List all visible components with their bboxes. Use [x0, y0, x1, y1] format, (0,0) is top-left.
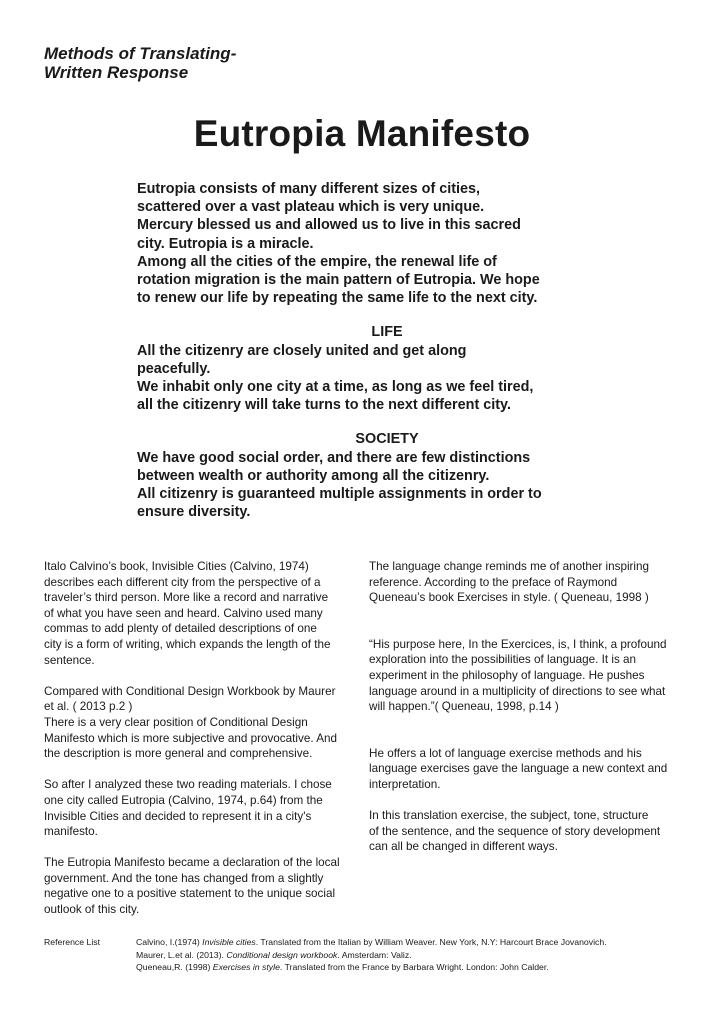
text-line: He offers a lot of language exercise methods and his: [369, 746, 642, 760]
right-paragraph: [369, 559, 689, 606]
life-line: All the citizenry are closely united and get along: [137, 342, 467, 359]
text-line: negative one to a positive statement to the unique social: [44, 887, 336, 901]
life-line: peacefully.: [137, 360, 211, 377]
text-line: experiment in the philosophy of language. He pushes: [369, 668, 645, 682]
text-line: In this translation exercise, the subject, tone, structure: [369, 809, 649, 823]
right-paragraph: [369, 746, 689, 793]
society-line: ensure diversity.: [137, 504, 251, 521]
text-line: language around in a multiplicity of directions to see what: [369, 684, 666, 698]
text-line: Queneau’s book Exercises in style. ( Queneau, 1998 ): [369, 591, 649, 605]
life-line: all the citizenry will take turns to the next different city.: [137, 397, 511, 414]
text-line: will happen.”( Queneau, 1998, p.14 ): [369, 700, 559, 714]
ref-text: . Translated from the Italian by William Weaver. New York, N.Y: Harcourt Brace Jovanovich.: [255, 937, 607, 947]
text-line: There is a very clear position of Conditional Design: [44, 715, 308, 729]
ref-text: . Amsterdam: Valiz.: [337, 949, 412, 960]
page-title: Eutropia Manifesto: [193, 113, 531, 154]
life-heading: LIFE: [371, 324, 403, 341]
text-line: of the sentence, and the sequence of story development: [369, 824, 661, 838]
society-line: between wealth or authority among all the citizenry.: [137, 467, 490, 484]
text-line: outlook of this city.: [44, 903, 140, 917]
manifesto-text: [137, 180, 637, 521]
text-line: traveler’s third person. More like a record and narrative: [44, 591, 329, 605]
life-section: [137, 342, 637, 415]
manifesto-intro: [137, 180, 637, 307]
course-title-line: Methods of Translating-: [44, 44, 237, 63]
reference-item: [136, 936, 696, 949]
left-column: [44, 559, 356, 918]
text-line: So after I analyzed these two reading materials. I chose: [44, 778, 332, 792]
text-line: “His purpose here, In the Exercices, is, I think, a profound: [369, 637, 667, 651]
text-line: commas to add plenty of detailed descriptions of one: [44, 622, 317, 636]
text-line: government. And the tone has changed from a slightly: [44, 871, 324, 885]
text-line: of what you have seen and heard. Calvino used many: [44, 606, 323, 620]
society-section: [137, 449, 637, 522]
left-paragraph: [44, 559, 356, 668]
reference-list-label: Reference List: [44, 937, 101, 947]
society-heading: SOCIETY: [355, 431, 419, 448]
left-paragraph: [44, 855, 356, 917]
text-line: manifesto.: [44, 825, 98, 839]
ref-text: Maurer, L.et al. (2013).: [136, 949, 227, 960]
intro-line: scattered over a vast plateau which is very unique.: [137, 199, 485, 216]
intro-line: Mercury blessed us and allowed us to live in this sacred: [137, 217, 521, 234]
intro-line: to renew our life by repeating the same life to the next city.: [137, 290, 538, 307]
text-line: Invisible Cities and decided to represent it in a city's: [44, 809, 312, 823]
reference-item: [136, 961, 696, 974]
left-paragraph: [44, 777, 356, 839]
ref-text: . Translated from the France by Barbara Wright. London: John Calder.: [279, 962, 549, 973]
course-title-line: Written Response: [44, 63, 189, 82]
ref-text: Calvino, I.(1974): [136, 937, 203, 947]
text-line: language exercises gave the language a new context and: [369, 762, 668, 776]
life-line: We inhabit only one city at a time, as long as we feel tired,: [137, 379, 534, 396]
text-line: sentence.: [44, 653, 95, 667]
intro-line: Eutropia consists of many different sizes of cities,: [137, 181, 481, 197]
text-line: the description is more general and comprehensive.: [44, 747, 313, 761]
course-title: [44, 44, 236, 82]
ref-title: Exercises in style: [212, 962, 280, 973]
left-paragraph: [44, 684, 356, 762]
intro-line: Among all the cities of the empire, the renewal life of: [137, 253, 497, 270]
ref-title: Invisible cities: [202, 937, 256, 947]
text-line: Compared with Conditional Design Workbook by Maurer: [44, 684, 336, 698]
text-line: Italo Calvino’s book, Invisible Cities (Calvino, 1974): [44, 560, 309, 573]
text-line: interpretation.: [369, 777, 441, 791]
reference-item: [136, 949, 696, 962]
right-column: [369, 559, 689, 855]
ref-text: Queneau,R. (1998): [136, 962, 213, 973]
text-line: Manifesto which is more subjective and provocative. And: [44, 731, 337, 745]
text-line: one city called Eutropia (Calvino, 1974, p.64) from the: [44, 793, 323, 807]
text-line: city is a form of writing, which expands the length of the: [44, 637, 331, 651]
intro-line: rotation migration is the main pattern of Eutropia. We hope: [137, 272, 540, 289]
text-line: et al. ( 2013 p.2 ): [44, 700, 133, 714]
text-line: reference. According to the preface of Raymond: [369, 575, 618, 589]
text-line: The Eutropia Manifesto became a declaration of the local: [44, 856, 340, 870]
reference-items: [136, 936, 696, 974]
society-line: All citizenry is guaranteed multiple assignments in order to: [137, 486, 542, 503]
text-line: can all be changed in different ways.: [369, 840, 558, 854]
text-line: The language change reminds me of another inspiring: [369, 560, 650, 573]
text-line: exploration into the possibilities of language. It is an: [369, 653, 637, 667]
right-paragraph: [369, 808, 689, 855]
ref-title: Conditional design workbook: [226, 949, 338, 960]
text-line: describes each different city from the perspective of a: [44, 575, 321, 589]
right-paragraph: [369, 637, 689, 715]
society-line: We have good social order, and there are few distinctions: [137, 449, 531, 466]
intro-line: city. Eutropia is a miracle.: [137, 235, 314, 252]
